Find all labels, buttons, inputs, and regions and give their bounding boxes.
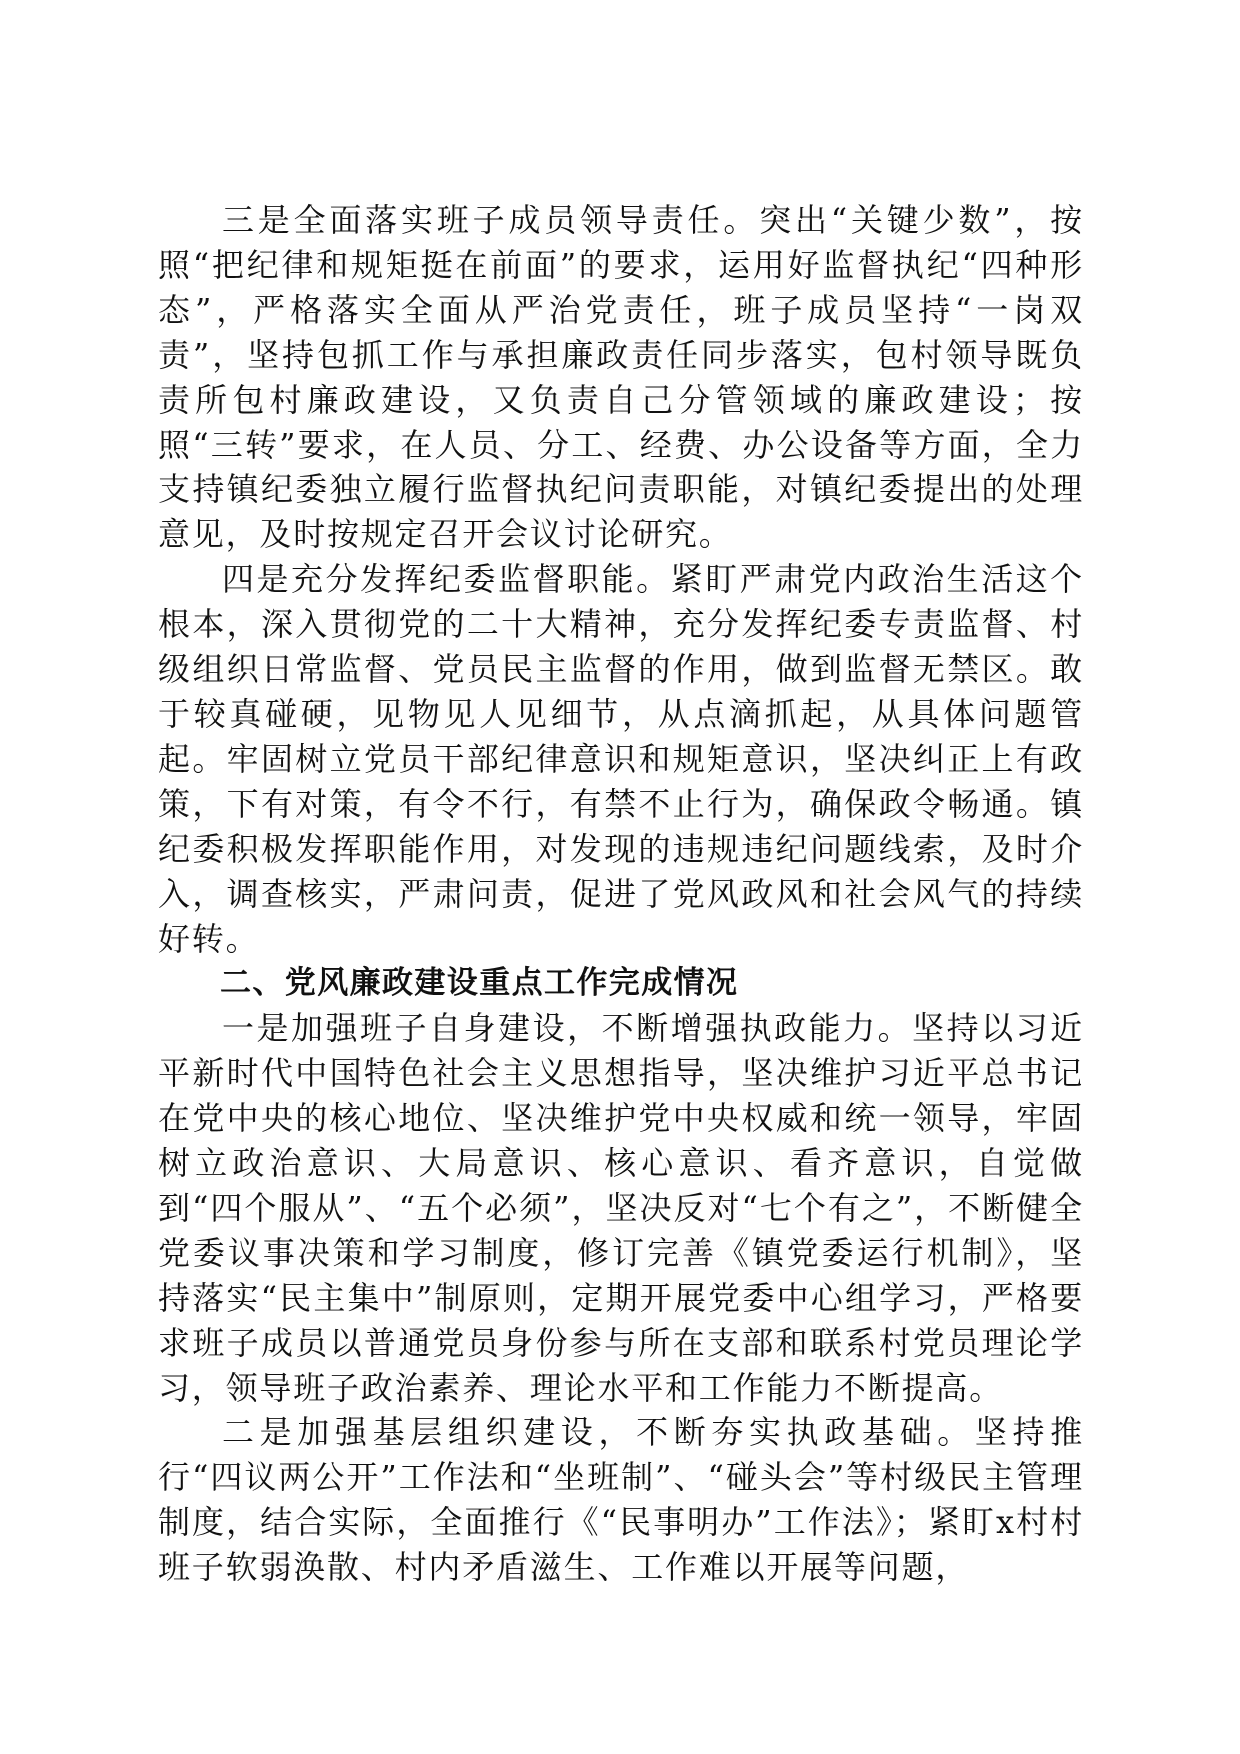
- paragraph-one-team-building: 一是加强班子自身建设，不断增强执政能力。坚持以习近平新时代中国特色社会主义思想指导，坚决维护习近平总书记在党中央的核心地位、坚决维护党中央权威和统一领导，牢固树立政治意识、大局意识、核心意识、看齐意识，自觉做到“四个服从”、“五个必须”，坚决反对“七个有之”，不断健全党委议事决策和学习制度，修订完善《镇党委运行机制》，坚持落实“民主集中”制原则，定期开展党委中心组学习，严格要求班子成员以普通党员身份参与所在支部和联系村党员理论学习，领导班子政治素养、理论水平和工作能力不断提高。: [158, 1009, 1084, 1407]
- document-body: [158, 198, 1084, 1590]
- paragraph-three-leadership-responsibility: 三是全面落实班子成员领导责任。突出“关键少数”，按照“把纪律和规矩挺在前面”的要求，运用好监督执纪“四种形态”，严格落实全面从严治党责任，班子成员坚持“一岗双责”，坚持包抓工作与承担廉政责任同步落实，包村领导既负责所包村廉政建设，又负责自己分管领域的廉政建设；按照“三转”要求，在人员、分工、经费、办公设备等方面，全力支持镇纪委独立履行监督执纪问责职能，对镇纪委提出的处理意见，及时按规定召开会议讨论研究。: [158, 201, 1084, 554]
- paragraph-four-discipline-supervision: 四是充分发挥纪委监督职能。紧盯严肃党内政治生活这个根本，深入贯彻党的二十大精神，充分发挥纪委专责监督、村级组织日常监督、党员民主监督的作用，做到监督无禁区。敢于较真碰硬，见物见人见细节，从点滴抓起，从具体问题管起。牢固树立党员干部纪律意识和规矩意识，坚决纠正上有政策，下有对策，有令不行，有禁不止行为，确保政令畅通。镇纪委积极发挥职能作用，对发现的违规违纪问题线索，及时介入，调查核实，严肃问责，促进了党风政风和社会风气的持续好转。: [158, 560, 1084, 958]
- paragraph-two-grassroots-organization: 二是加强基层组织建设，不断夯实执政基础。坚持推行“四议两公开”工作法和“坐班制”、“碰头会”等村级民主管理制度，结合实际，全面推行《“民事明办”工作法》；紧盯x村村班子软弱涣散、村内矛盾滋生、工作难以开展等问题，: [158, 1413, 1084, 1587]
- section-heading: 二、党风廉政建设重点工作完成情况: [220, 965, 739, 1002]
